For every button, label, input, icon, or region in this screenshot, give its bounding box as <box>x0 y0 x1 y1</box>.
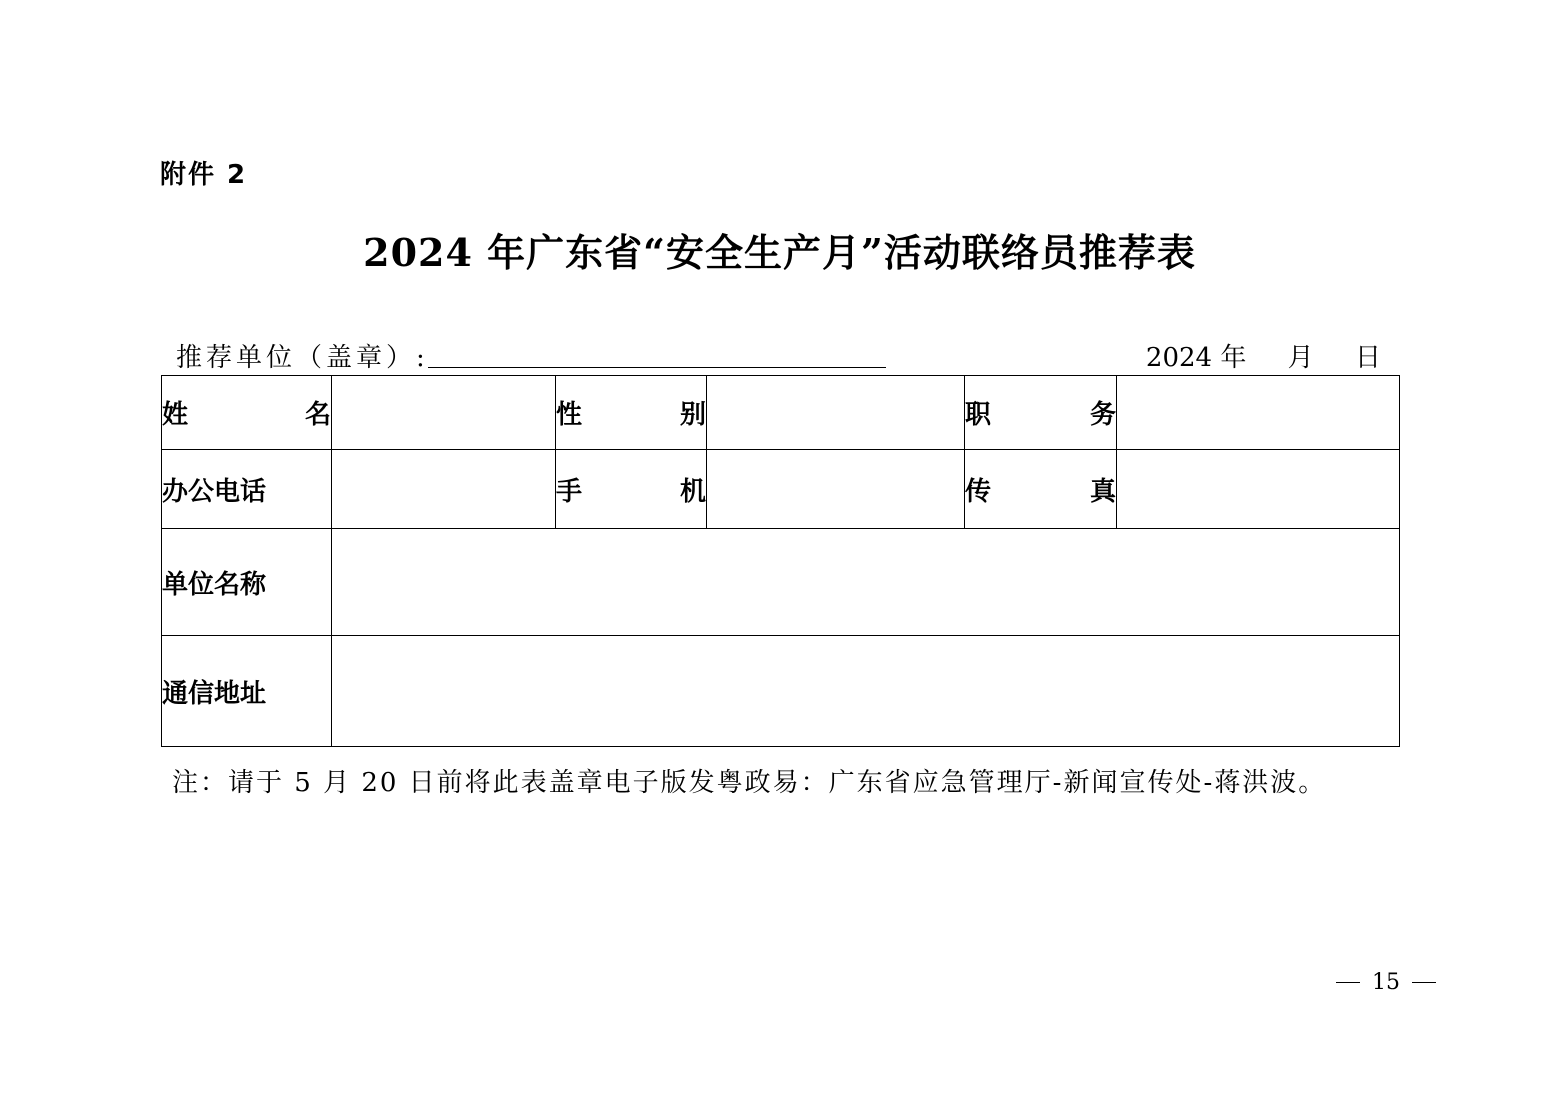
submission-note: 注：请于 5 月 20 日前将此表盖章电子版发粤政易：广东省应急管理厅-新闻宣传处-蒋洪波。 <box>172 768 1327 798</box>
gender-label-char-2: 别 <box>679 400 706 430</box>
org-name-label-cell: 单位名称 <box>162 529 332 636</box>
address-value-cell[interactable] <box>332 636 1400 747</box>
recommend-unit-label: 推荐单位（盖章）: <box>176 343 429 373</box>
meta-row <box>176 337 1381 373</box>
recommend-unit-blank-line <box>428 367 886 368</box>
page-number-dash-left <box>1336 982 1360 983</box>
office-phone-label-cell: 办公电话 <box>162 450 332 529</box>
name-label-cell <box>162 376 332 450</box>
table-row <box>162 636 1400 747</box>
name-label-char-2: 名 <box>304 400 331 430</box>
mobile-value-cell[interactable] <box>707 450 965 529</box>
position-label-char-1: 职 <box>965 400 992 430</box>
gender-label-char-1: 性 <box>556 400 583 430</box>
table-row <box>162 450 1400 529</box>
recommendation-form-table <box>161 375 1400 747</box>
name-value-cell[interactable] <box>332 376 556 450</box>
table-row <box>162 529 1400 636</box>
fax-label-cell <box>965 450 1117 529</box>
gender-value-cell[interactable] <box>707 376 965 450</box>
date-text: 2024 年 月 日 <box>1145 343 1381 373</box>
form-title: 2024 年广东省“安全生产月”活动联络员推荐表 <box>363 230 1196 275</box>
name-label-char-1: 姓 <box>162 400 189 430</box>
page-number <box>1324 970 1448 995</box>
fax-value-cell[interactable] <box>1117 450 1400 529</box>
page-number-value: 15 <box>1372 970 1400 995</box>
position-label-cell <box>965 376 1117 450</box>
mobile-label-char-1: 手 <box>556 476 583 507</box>
gender-label-cell <box>556 376 707 450</box>
table-row <box>162 376 1400 450</box>
position-value-cell[interactable] <box>1117 376 1400 450</box>
fax-label-char-1: 传 <box>965 476 992 507</box>
mobile-label-cell <box>556 450 707 529</box>
position-label-char-2: 务 <box>1089 400 1116 430</box>
org-name-value-cell[interactable] <box>332 529 1400 636</box>
page-number-dash-right <box>1412 982 1436 983</box>
office-phone-value-cell[interactable] <box>332 450 556 529</box>
fax-label-char-2: 真 <box>1089 476 1116 507</box>
address-label-cell: 通信地址 <box>162 636 332 747</box>
attachment-label: 附件 2 <box>160 160 248 190</box>
mobile-label-char-2: 机 <box>679 476 706 507</box>
